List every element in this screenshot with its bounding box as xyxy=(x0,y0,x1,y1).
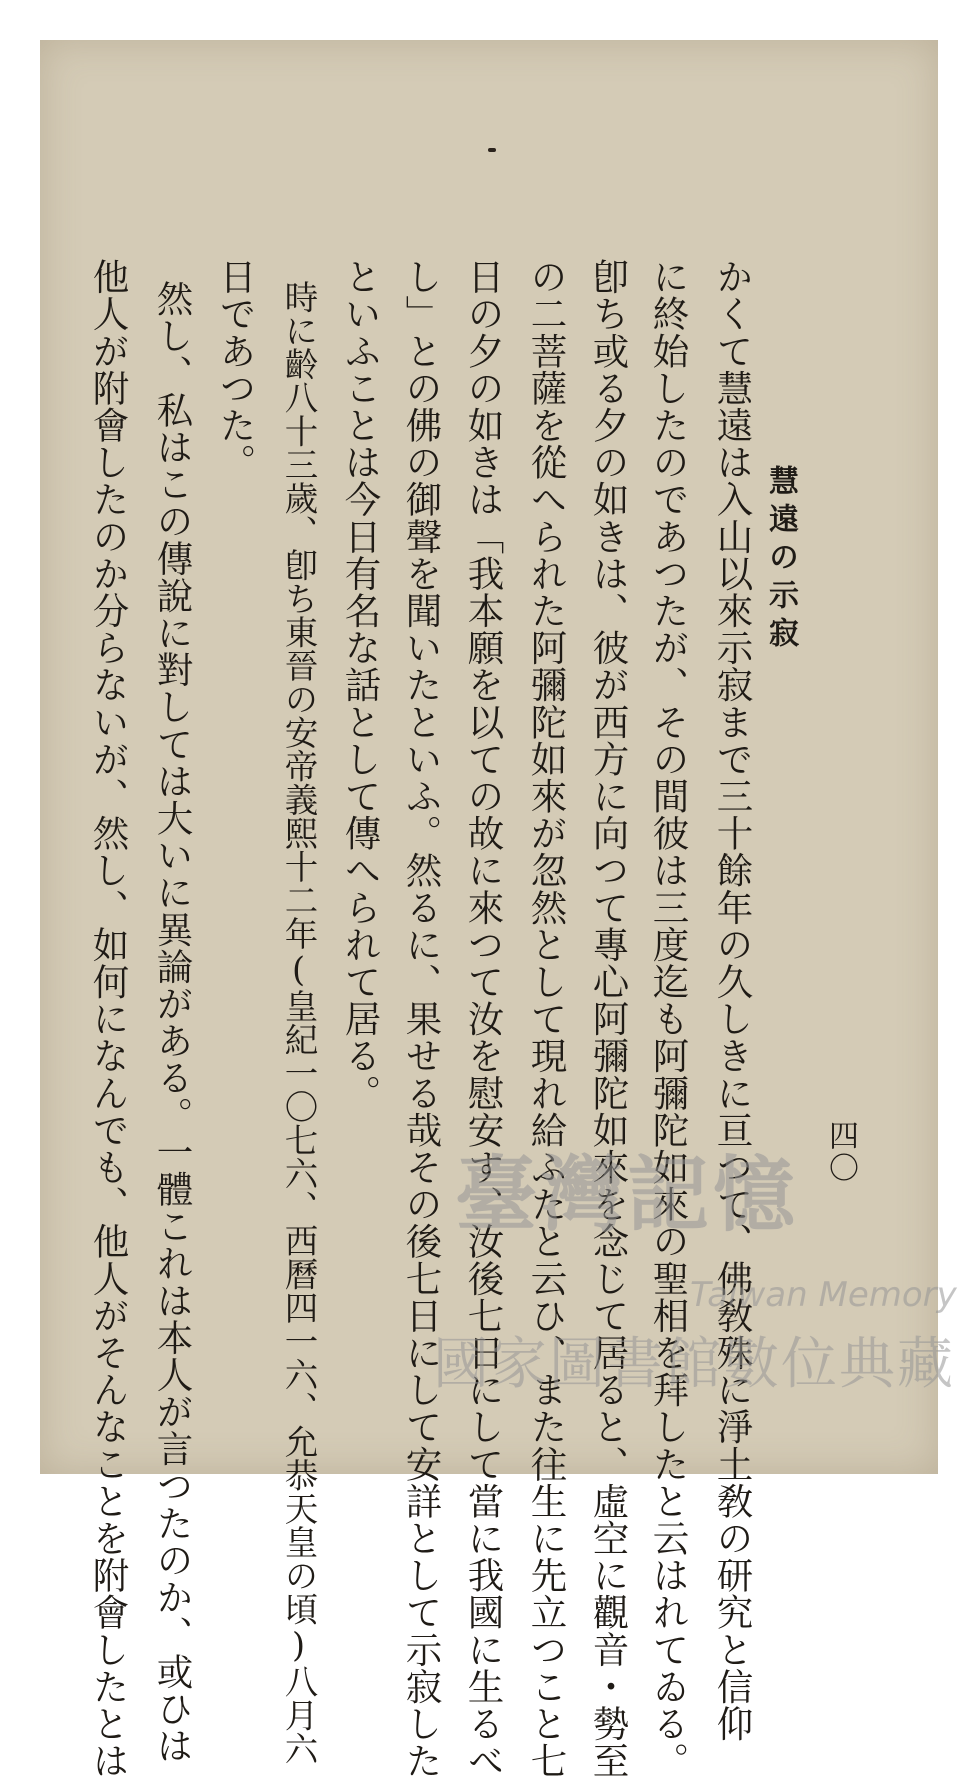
body-line-5: 日の夕の如きは「我本願を以ての故に來つて汝を慰安す、汝後七日にして當に我國に生るべ xyxy=(462,258,505,1779)
body-line-4: の二菩薩を從へられた阿彌陀如來が忽然として現れ給ふたと云ひ、また往生に先立つこと七 xyxy=(525,258,568,1779)
ink-speck xyxy=(488,148,496,152)
body-line-7: といふことは今日有名な話として傳へられて居る。 xyxy=(339,258,382,1112)
body-line-8: 時に齡八十三歲、卽ち東晉の安帝義熙十二年(皇紀一〇七六、西曆四一六、允恭天皇の頃)八月六 xyxy=(279,280,318,1765)
body-line-9: 日であつた。 xyxy=(214,258,257,481)
body-line-10: 然し、私はこの傳說に對しては大いに異論がある。一體これは本人が言つたのか、或ひは xyxy=(151,280,194,1764)
watermark-english: Taiwan Memory xyxy=(690,1275,957,1315)
chapter-title: 慧遠の示寂 xyxy=(763,465,798,655)
page-number: 四〇 xyxy=(823,1120,858,1184)
watermark-logo: 臺灣記憶 xyxy=(455,1147,800,1243)
body-line-1: かくて慧遠は入山以來示寂まで三十餘年の久しきに亘つて、佛敎殊に淨土敎の研究と信仰 xyxy=(711,258,754,1742)
watermark-library: 國家圖書館數位典藏 xyxy=(433,1332,955,1397)
body-line-11: 他人が附會したのか分らないが、然し、如何になんでも、他人がそんなことを附會したとは xyxy=(87,258,130,1779)
body-line-3: 卽ち或る夕の如きは、彼が西方に向つて專心阿彌陀如來を念じて居ると、虛空に觀音・勢至 xyxy=(587,258,630,1779)
body-line-6: し」との佛の御聲を聞いたといふ。然るに、果せる哉その後七日にして安詳として示寂した xyxy=(400,258,443,1779)
body-line-2: に終始したのであつたが、その間彼は三度迄も阿彌陀如來の聖相を拜したと云はれてゐる。 xyxy=(647,258,690,1779)
